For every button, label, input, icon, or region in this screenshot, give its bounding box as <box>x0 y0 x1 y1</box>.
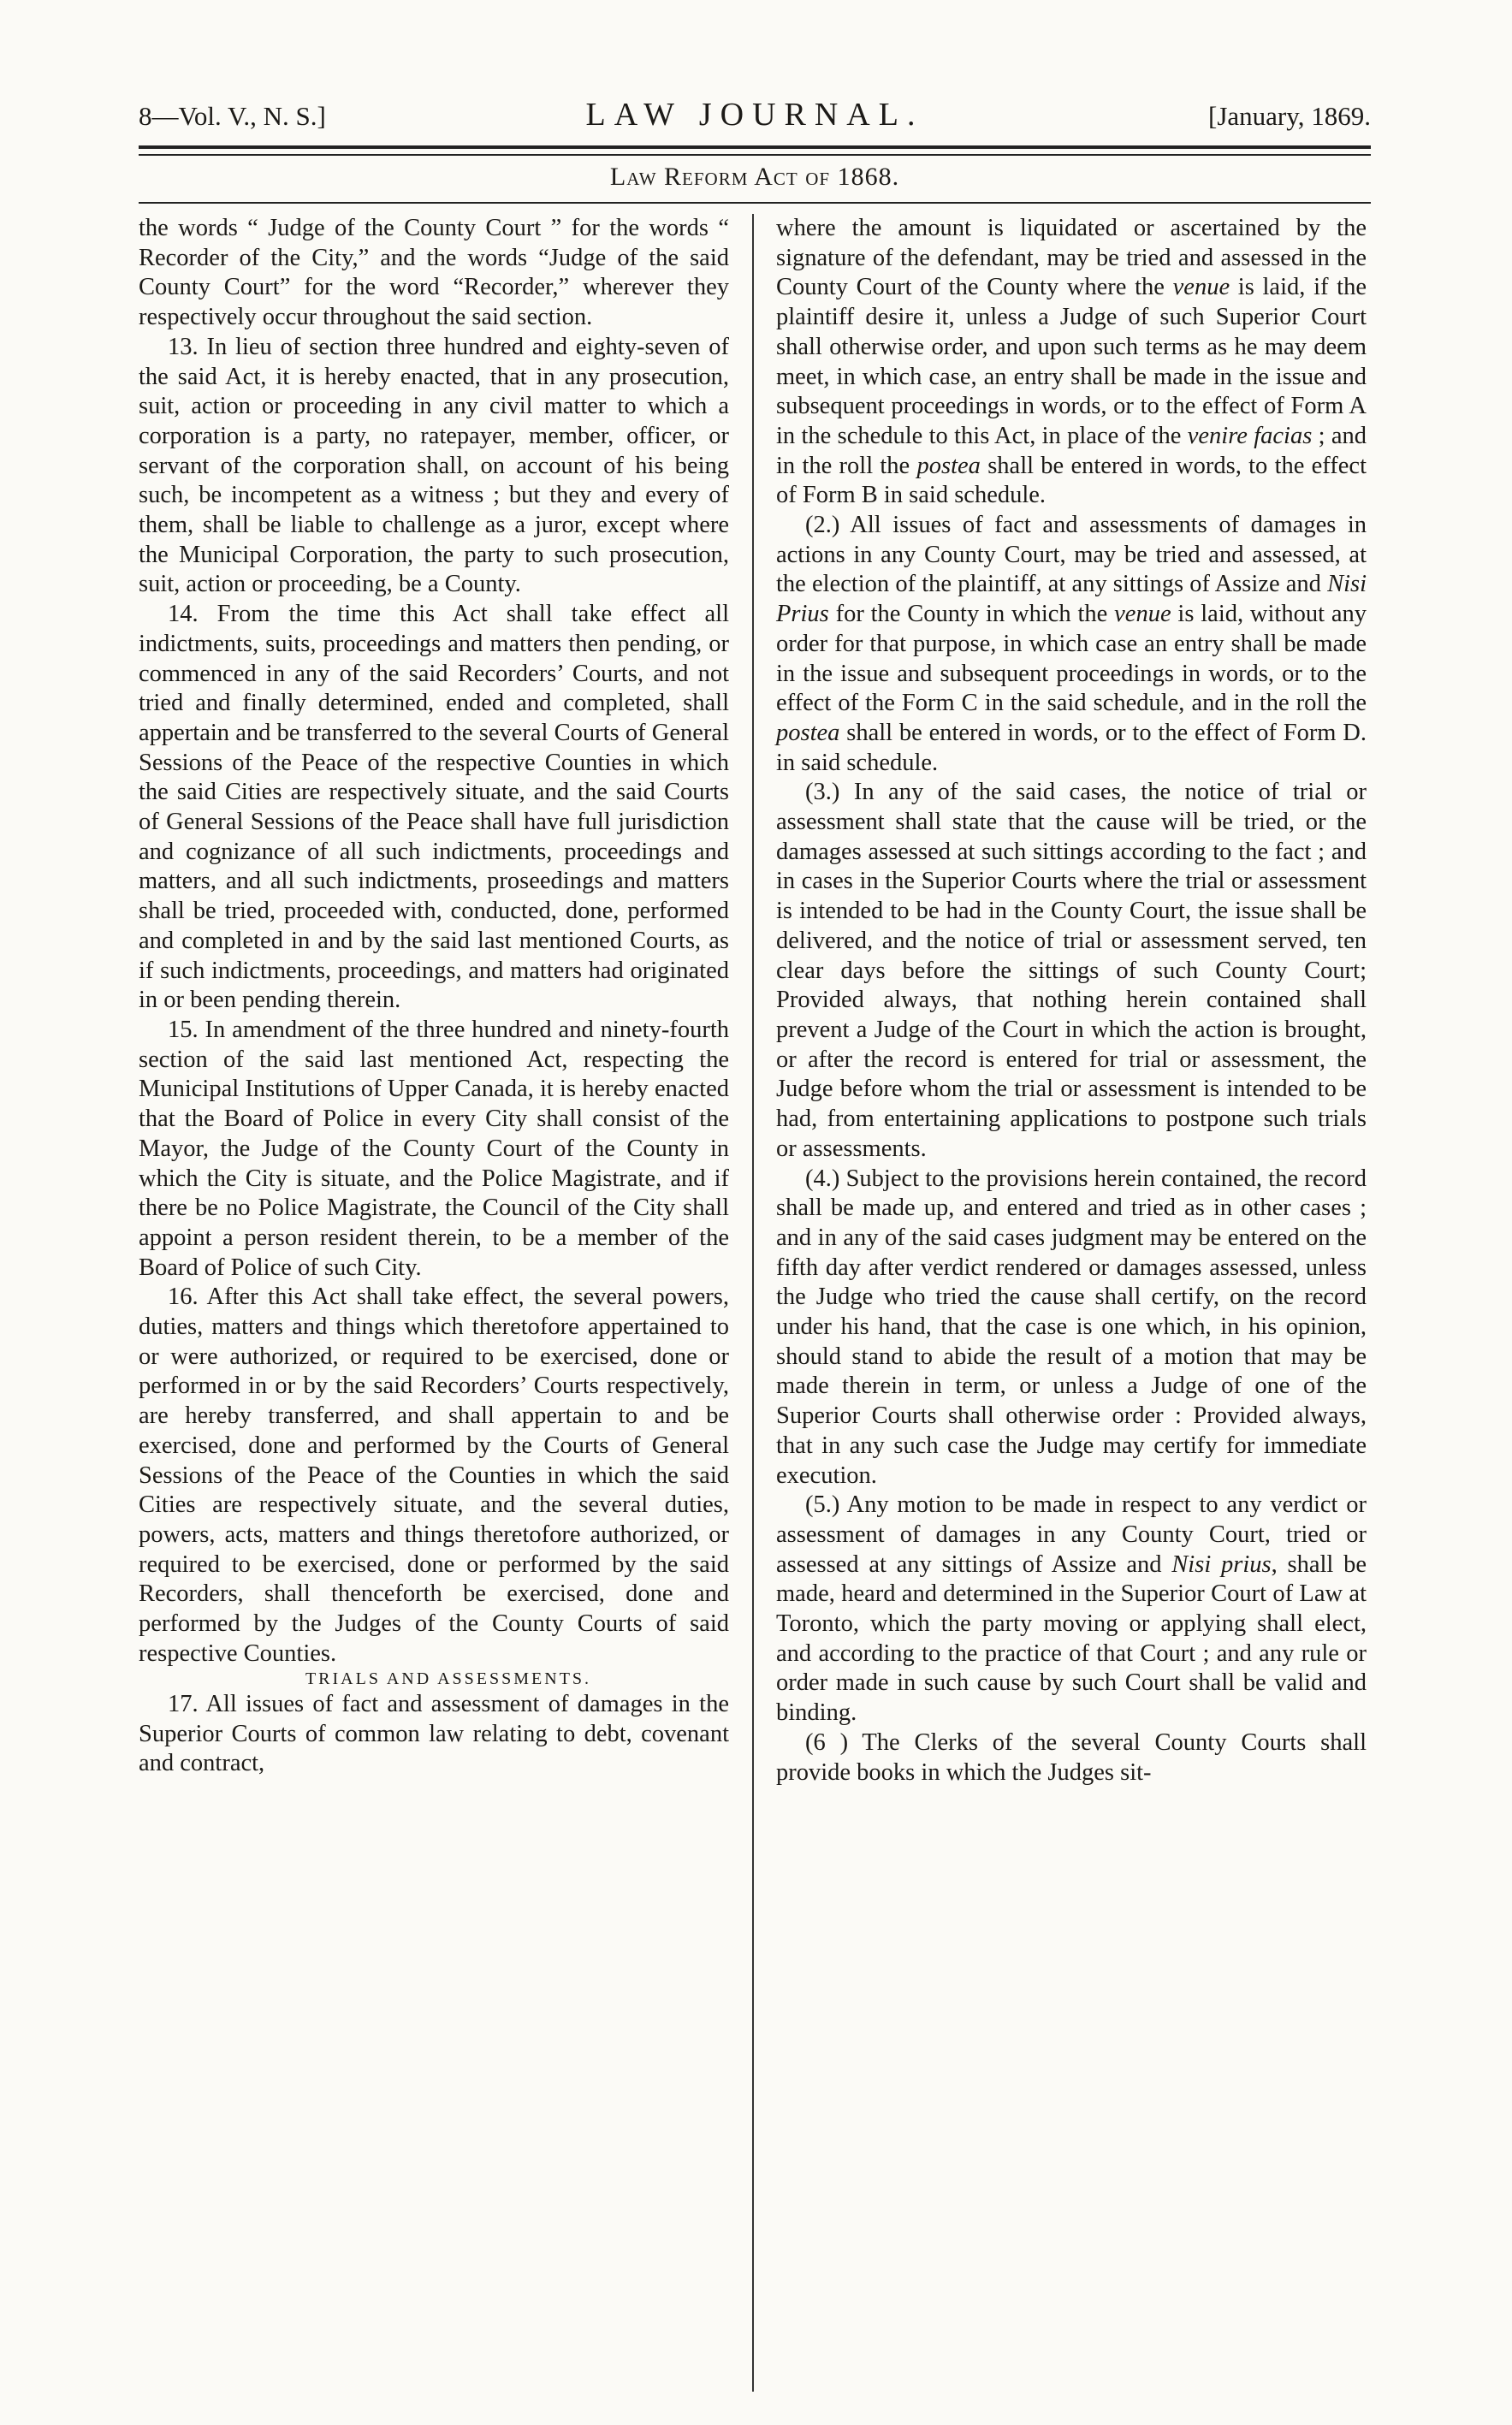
italic-term: Nisi Prius <box>776 571 1367 628</box>
article-title-text: Law Reform Act of 1868. <box>609 163 900 191</box>
text-run: (5.) Any motion to be made in respect to any verdict or assessment of damages in any County Court, tried or assessed at any sittings of Assize and <box>776 1491 1367 1578</box>
section-14: 14. From the time this Act shall take effect all indictments, suits, proceedings and matters then pending, or commenced in any of the said Recorders’ Courts, and not tried and finally determined, ended and completed, shall appertain and be transferred to the several Courts of General Sessions of the Peace of the respective Counties in which the said Cities are respectively situate, and the said Courts of General Sessions of the Peace shall have full jurisdiction and cognizance of all such indictments, proceedings and matters, and all such indictments, proseedings and matters shall be tried, proceeded with, conducted, done, performed and completed in and by the said last mentioned Courts, as if such indictments, proceedings, and matters had originated in or been pending therein. <box>139 601 729 1014</box>
section-15: 15. In amendment of the three hundred and ninety-fourth section of the said last mentioned Act, respecting the Municipal Institutions of Upper Canada, it is hereby enacted that the Board of Police in every City shall consist of the Mayor, the Judge of the County Court of the County in which the City is situate, and the Police Magistrate, and if there be no Police Magistrate, the Council of the City shall appoint a person resident therein, to be a member of the Board of Police of such City. <box>139 1016 729 1281</box>
section-16: 16. After this Act shall take effect, the several powers, duties, matters and things which theretofore appertained to or were authorized, or required to be exercised, done or performed in or by the said Recorders’ Courts respectively, are hereby transferred, and shall appertain to and be exercised, done and performed by the Courts of General Sessions of the Peace of the Counties in which the said Cities are respectively situate, and the several duties, powers, acts, matters and things theretofore authorized, or required to be exercised, done or performed by the said Recorders, shall thenceforth be exercised, done and performed by the Judges of the County Courts of said respective Counties. <box>139 1284 729 1667</box>
text-run: for the County in which the <box>828 601 1115 628</box>
header-rule-thick <box>139 145 1371 149</box>
header-volume: 8—Vol. V., N. S.] <box>139 101 326 131</box>
subsection-5 <box>776 1491 1367 1728</box>
italic-term: Nisi prius <box>1171 1550 1272 1578</box>
text-run: (2.) All issues of fact and assessments of damages in actions in any County Court, may be tried and assessed, at the election of the plaintiff, at any sittings of Assize and <box>776 512 1367 598</box>
article-title <box>139 163 1371 192</box>
text-run: is laid, without any order for that purpose, in which case an entry shall be made in the issue and subsequent proceedings in words, or to the effect of the Form C in the said schedule, and in the roll the <box>776 601 1367 717</box>
subsection-3: (3.) In any of the said cases, the notice of trial or assessment shall state that the cause will be tried, or the damages assessed at such sittings according to the fact ; and in cases in the Superior Courts where the trial or assessment is intended to be had in the County Court, the issue shall be delivered, and the notice of trial or assessment served, ten clear days before the sittings of such County Court; Provided always, that nothing herein contained shall prevent a Judge of the Court in which the action is brought, or after the record is entered for trial or assessment, the Judge before whom the trial or assessment is intended to be had, from entertaining applications to postpone such trials or assessments. <box>776 779 1367 1162</box>
italic-term: venue <box>1114 601 1171 628</box>
section-17: 17. All issues of fact and assessment of damages in the Superior Courts of common law relating to debt, covenant and contract, <box>139 1690 729 1777</box>
italic-term: venire facias <box>1187 422 1313 449</box>
header-rule-thin <box>139 154 1371 156</box>
text-run: ; and in the roll the <box>776 422 1367 479</box>
left-column <box>139 214 729 1779</box>
text-run: shall be entered in words, to the effect of Form B in said schedule. <box>776 452 1367 509</box>
text-run: , shall be made, heard and determined in the Superior Court of Law at Toronto, which the party moving or applying shall elect, and according to the practice of that Court ; and any rule or order made in such cause by such Court shall be valid and binding. <box>776 1550 1367 1727</box>
subsection-6: (6 ) The Clerks of the several County Courts shall provide books in which the Judges sit- <box>776 1728 1367 1786</box>
header-journal-title: LAW JOURNAL. <box>585 97 924 133</box>
paragraph-intro: the words “ Judge of the County Court ” for the words “ Recorder of the City,” and the words “Judge of the said County Court” for the word “Recorder,” wherever they respectively occur throughout the said section. <box>139 215 729 331</box>
subhead-rule <box>139 202 1371 204</box>
text-run: shall be entered in words, or to the effect of Form D. in said schedule. <box>776 719 1367 776</box>
text-run: where the amount is liquidated or ascertained by the signature of the defendant, may be tried and assessed in the County Court of the County where the <box>776 215 1367 301</box>
subsection-2 <box>776 511 1367 778</box>
section-17-continued <box>776 214 1367 511</box>
subsection-4: (4.) Subject to the provisions herein contained, the record shall be made up, and entered and tried as in other cases ; and in any of the said cases judgment may be entered on the fifth day after verdict rendered or damages assessed, unless the Judge who tried the cause shall certify, on the record under his hand, that the case is one which, in his opinion, should stand to abide the result of a motion that may be made therein in term, or unless a Judge of one of the Superior Courts shall otherwise order : Provided always, that in any such case the Judge may certify for immediate execution. <box>776 1165 1367 1489</box>
section-13: 13. In lieu of section three hundred and eighty-seven of the said Act, it is hereby enacted, that in any prosecution, suit, action or proceeding in any civil matter to which a corporation is a party, no ratepayer, member, officer, or servant of the corporation shall, on account of his being such, be incompetent as a witness ; but they and every of them, shall be liable to challenge as a juror, except where the Municipal Corporation, the party to such prosecution, suit, action or proceeding, be a County. <box>139 333 729 598</box>
column-divider <box>752 214 754 2392</box>
section-heading-trials: TRIALS AND ASSESSMENTS. <box>305 1669 592 1689</box>
running-header <box>139 96 1371 144</box>
italic-term: venue <box>1172 274 1230 301</box>
header-date: [January, 1869. <box>1208 101 1371 131</box>
text-run: is laid, if the plaintiff desire it, unless a Judge of such Superior Court shall otherwise order, and upon such terms as he may deem meet, in which case, an entry shall be made in the issue and subsequent proceedings in words, or to the effect of Form A in the schedule to this Act, in place of the <box>776 274 1367 449</box>
italic-term: postea <box>776 719 840 746</box>
italic-term: postea <box>916 452 981 479</box>
right-column <box>776 214 1367 1788</box>
